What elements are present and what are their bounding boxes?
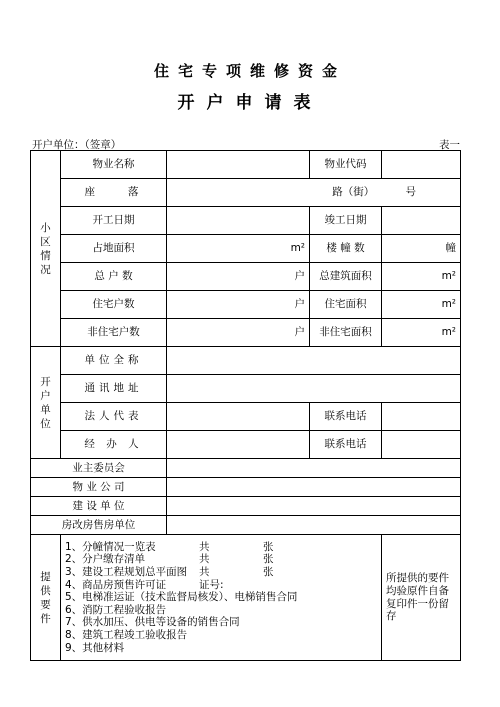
- start-date-field[interactable]: [167, 207, 310, 235]
- document-item-text: 9、其他材料: [65, 641, 125, 654]
- section-documents-label: 提供要件: [31, 535, 61, 661]
- document-item-text: 7、供水加压、供电等设备的销售合同: [65, 616, 240, 629]
- document-item: [65, 553, 377, 566]
- full-name-field[interactable]: [167, 347, 461, 375]
- land-area-field[interactable]: [167, 235, 310, 263]
- property-code-label: 物业代码: [310, 151, 382, 179]
- housing-sales-unit-field[interactable]: [167, 516, 461, 535]
- section-community-label: 小区情况: [31, 151, 61, 347]
- residential-households-field[interactable]: [167, 291, 310, 319]
- unit-building: 幢: [445, 242, 456, 255]
- completion-date-label: 竣工日期: [310, 207, 382, 235]
- non-residential-households-field[interactable]: [167, 319, 310, 347]
- residential-households-label: 住宅户数: [61, 291, 167, 319]
- document-item-qty: 共: [199, 553, 210, 566]
- document-item-text: 4、商品房预售许可证: [65, 578, 167, 591]
- document-item: [65, 541, 377, 554]
- location-field[interactable]: [167, 179, 461, 207]
- construction-unit-label: 建 设 单 位: [31, 497, 167, 516]
- total-households-field[interactable]: [167, 263, 310, 291]
- document-item-text: 6、消防工程验收报告: [65, 603, 167, 616]
- document-item: [65, 591, 377, 604]
- property-name-label: 物业名称: [61, 151, 167, 179]
- document-item-text: 5、电梯准运证（技术监督局核发）、电梯销售合同: [65, 591, 298, 604]
- document-item: [65, 579, 377, 592]
- application-form-table: [30, 150, 461, 661]
- non-residential-households-label: 非住宅户数: [61, 319, 167, 347]
- document-item-unit: 张: [263, 566, 274, 579]
- document-item: [65, 604, 377, 617]
- unit-household: 户: [294, 270, 305, 283]
- address-label: 通讯地址: [61, 375, 167, 403]
- property-company-field[interactable]: [167, 478, 461, 497]
- completion-date-field[interactable]: [382, 207, 461, 235]
- unit-m2: m²: [290, 242, 305, 255]
- legal-rep-label: 法人代表: [61, 403, 167, 431]
- form-title-line1: 住宅专项维修资金: [153, 62, 346, 80]
- building-count-field[interactable]: [382, 235, 461, 263]
- document-item-text: 2、分户缴存清单: [65, 553, 146, 566]
- document-item-text: 8、建筑工程竣工验收报告: [65, 628, 188, 641]
- documents-note: 所提供的要件均验原件自备复印件一份留存: [382, 535, 461, 661]
- owners-committee-field[interactable]: [167, 459, 461, 478]
- location-label: 座 落: [61, 179, 167, 207]
- number-label: 号: [405, 186, 416, 199]
- handler-label: 经 办 人: [61, 431, 167, 459]
- document-item: [65, 616, 377, 629]
- land-area-label: 占地面积: [61, 235, 167, 263]
- residential-area-field[interactable]: [382, 291, 461, 319]
- residential-area-label: 住宅面积: [310, 291, 382, 319]
- documents-list: [61, 535, 382, 661]
- section-applicant-label: 开户单位: [31, 347, 61, 459]
- document-item: [65, 629, 377, 642]
- building-count-label: 楼 幢 数: [310, 235, 382, 263]
- form-title-line2: 开户申请表: [177, 93, 323, 113]
- applicant-unit-label: 开户单位：（签章）: [32, 139, 122, 151]
- unit-m2: m²: [441, 270, 456, 283]
- document-item-qty: 共: [199, 540, 210, 553]
- full-name-label: 单位全称: [61, 347, 167, 375]
- table-number: 表一: [439, 139, 460, 151]
- property-code-field[interactable]: [382, 151, 461, 179]
- unit-m2: m²: [441, 298, 456, 311]
- construction-unit-field[interactable]: [167, 497, 461, 516]
- handler-field[interactable]: [167, 431, 310, 459]
- document-item: [65, 642, 377, 655]
- document-item-qty: 证号:: [199, 578, 224, 591]
- unit-household: 户: [294, 326, 305, 339]
- start-date-label: 开工日期: [61, 207, 167, 235]
- document-item-text: 1、分幢情况一览表: [65, 540, 156, 553]
- document-item-qty: 共: [199, 566, 210, 579]
- non-residential-area-label: 非住宅面积: [310, 319, 382, 347]
- handler-phone-field[interactable]: [382, 431, 461, 459]
- property-company-label: 物 业 公 司: [31, 478, 167, 497]
- total-households-label: 总 户 数: [61, 263, 167, 291]
- document-item: [65, 566, 377, 579]
- non-residential-area-field[interactable]: [382, 319, 461, 347]
- unit-household: 户: [294, 298, 305, 311]
- document-item-unit: 张: [263, 553, 274, 566]
- document-item-text: 3、建设工程规划总平面图: [65, 566, 188, 579]
- property-name-field[interactable]: [167, 151, 310, 179]
- road-label: 路（街）: [332, 186, 375, 199]
- owners-committee-label: 业主委员会: [31, 459, 167, 478]
- unit-m2: m²: [441, 326, 456, 339]
- document-item-unit: 张: [263, 540, 274, 553]
- legal-rep-phone-label: 联系电话: [310, 403, 382, 431]
- total-floor-area-field[interactable]: [382, 263, 461, 291]
- legal-rep-field[interactable]: [167, 403, 310, 431]
- legal-rep-phone-field[interactable]: [382, 403, 461, 431]
- address-field[interactable]: [167, 375, 461, 403]
- total-floor-area-label: 总建筑面积: [310, 263, 382, 291]
- handler-phone-label: 联系电话: [310, 431, 382, 459]
- housing-sales-unit-label: 房改房售房单位: [31, 516, 167, 535]
